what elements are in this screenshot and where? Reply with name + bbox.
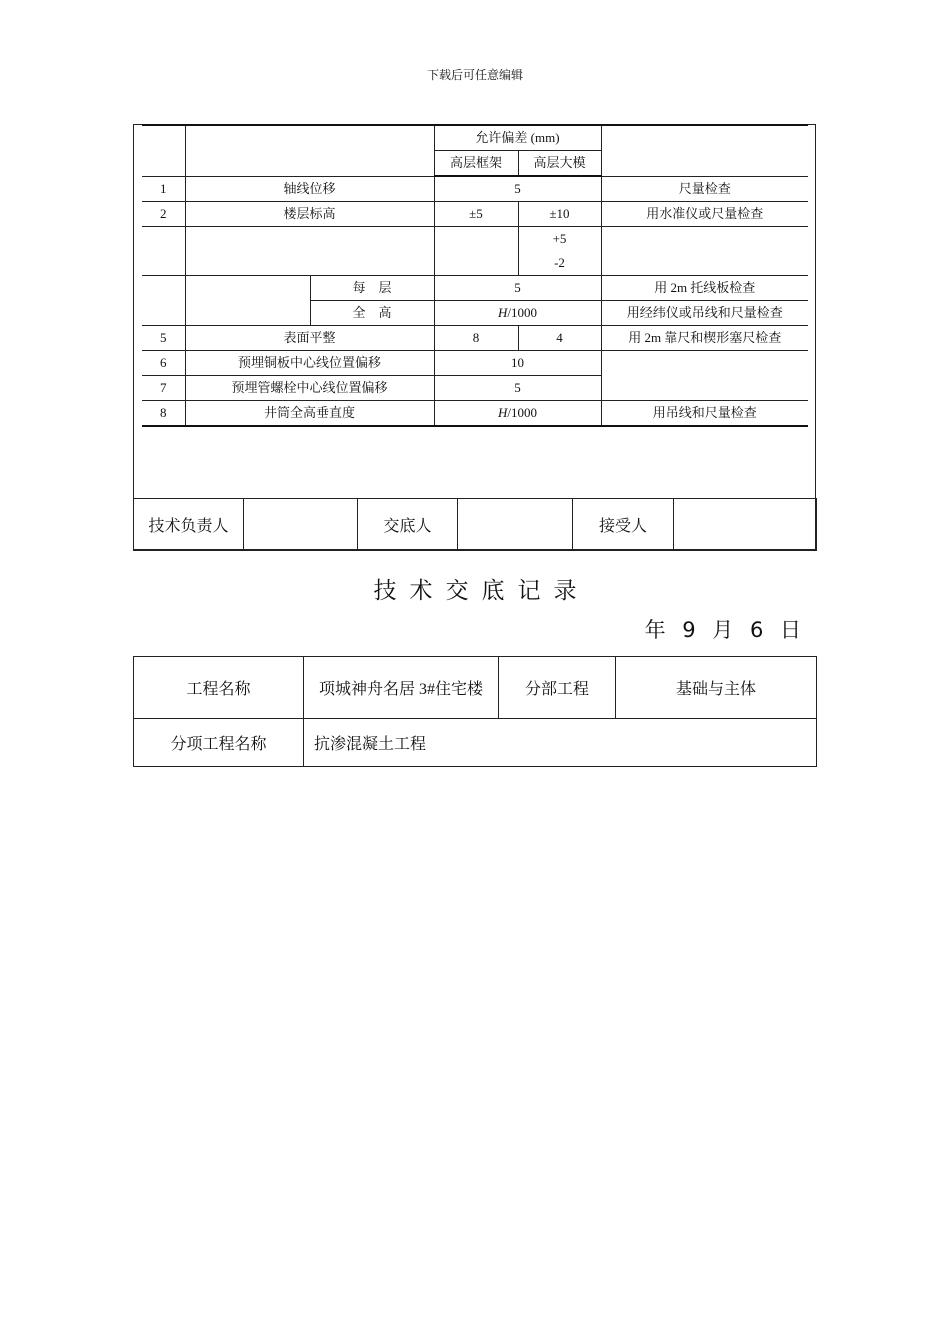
row-value: 5 [434, 276, 601, 301]
row-subitem: 每 层 [310, 276, 434, 301]
table-row [142, 227, 808, 276]
discloser-signature-field[interactable] [458, 499, 573, 551]
high-frame-header: 高层框架 [434, 151, 518, 177]
height-ratio: /1000 [507, 405, 537, 420]
item-header-cell [185, 125, 434, 176]
height-symbol: H [497, 305, 508, 320]
record-title: 技术交底记录 [373, 578, 590, 604]
project-info-table [133, 656, 817, 767]
project-row [134, 657, 817, 719]
tech-lead-label: 技术负责人 [134, 499, 244, 551]
row-number: 2 [142, 202, 185, 227]
row-item: 预埋管螺栓中心线位置偏移 [185, 376, 434, 401]
page-header: 下载后可任意编辑 [426, 68, 523, 82]
row-value-frame [434, 227, 518, 276]
record-date: 年 9 月 6 日 [644, 618, 806, 642]
row-value: 5 [434, 176, 601, 202]
row-value [434, 401, 601, 427]
table-row [142, 351, 808, 376]
row-method: 用水准仪或尺量检查 [601, 202, 808, 227]
row-method [601, 227, 808, 276]
row-item [185, 227, 434, 276]
subitem-label: 分项工程名称 [134, 719, 304, 767]
row-subitem: 全 高 [310, 301, 434, 326]
row-value-formwork: 4 [518, 326, 601, 351]
row-method: 尺量检查 [601, 176, 808, 202]
row-number: 5 [142, 326, 185, 351]
receiver-signature-field[interactable] [674, 499, 817, 551]
row-item: 轴线位移 [185, 176, 434, 202]
plus-tolerance: +5 [552, 231, 567, 246]
minus-tolerance: -2 [554, 255, 565, 270]
receiver-label: 接受人 [573, 499, 674, 551]
row-item [185, 276, 310, 326]
allow-header: 允许偏差 (mm) [434, 125, 601, 151]
subitem-row [134, 719, 817, 767]
row-number: 1 [142, 176, 185, 202]
subitem-value: 抗渗混凝土工程 [304, 719, 817, 767]
row-item: 楼层标高 [185, 202, 434, 227]
project-name-value: 项城神舟名居 3#住宅楼 [304, 657, 499, 719]
method-header-cell [601, 125, 808, 176]
division-value: 基础与主体 [616, 657, 817, 719]
signature-row [134, 499, 817, 551]
height-symbol: H [497, 405, 508, 420]
no-header-cell [142, 125, 185, 176]
table-row [142, 401, 808, 427]
row-value-formwork: ±10 [518, 202, 601, 227]
row-number: 6 [142, 351, 185, 376]
row-value [434, 301, 601, 326]
table-header-row [142, 125, 808, 151]
division-label: 分部工程 [499, 657, 616, 719]
table-row [142, 276, 808, 301]
table-row [142, 176, 808, 202]
discloser-label: 交底人 [358, 499, 458, 551]
row-method: 用 2m 托线板检查 [601, 276, 808, 301]
row-number [142, 227, 185, 276]
row-value: 5 [434, 376, 601, 401]
project-name-label: 工程名称 [134, 657, 304, 719]
tolerance-table [142, 124, 808, 427]
row-item: 预埋铜板中心线位置偏移 [185, 351, 434, 376]
tech-lead-signature-field[interactable] [244, 499, 358, 551]
row-value-frame: 8 [434, 326, 518, 351]
row-method: 用经纬仪或吊线和尺量检查 [601, 301, 808, 326]
row-method: 用 2m 靠尺和楔形塞尺检查 [601, 326, 808, 351]
row-method [601, 351, 808, 401]
row-value-frame: ±5 [434, 202, 518, 227]
table-row [142, 326, 808, 351]
high-formwork-header: 高层大模 [518, 151, 601, 177]
height-ratio: /1000 [507, 305, 537, 320]
row-number [142, 276, 185, 326]
signature-table [133, 498, 817, 551]
row-value-formwork [518, 227, 601, 276]
table-row [142, 202, 808, 227]
row-item: 井筒全高垂直度 [185, 401, 434, 427]
row-item: 表面平整 [185, 326, 434, 351]
row-number: 8 [142, 401, 185, 427]
row-method: 用吊线和尺量检查 [601, 401, 808, 427]
row-value: 10 [434, 351, 601, 376]
row-number: 7 [142, 376, 185, 401]
